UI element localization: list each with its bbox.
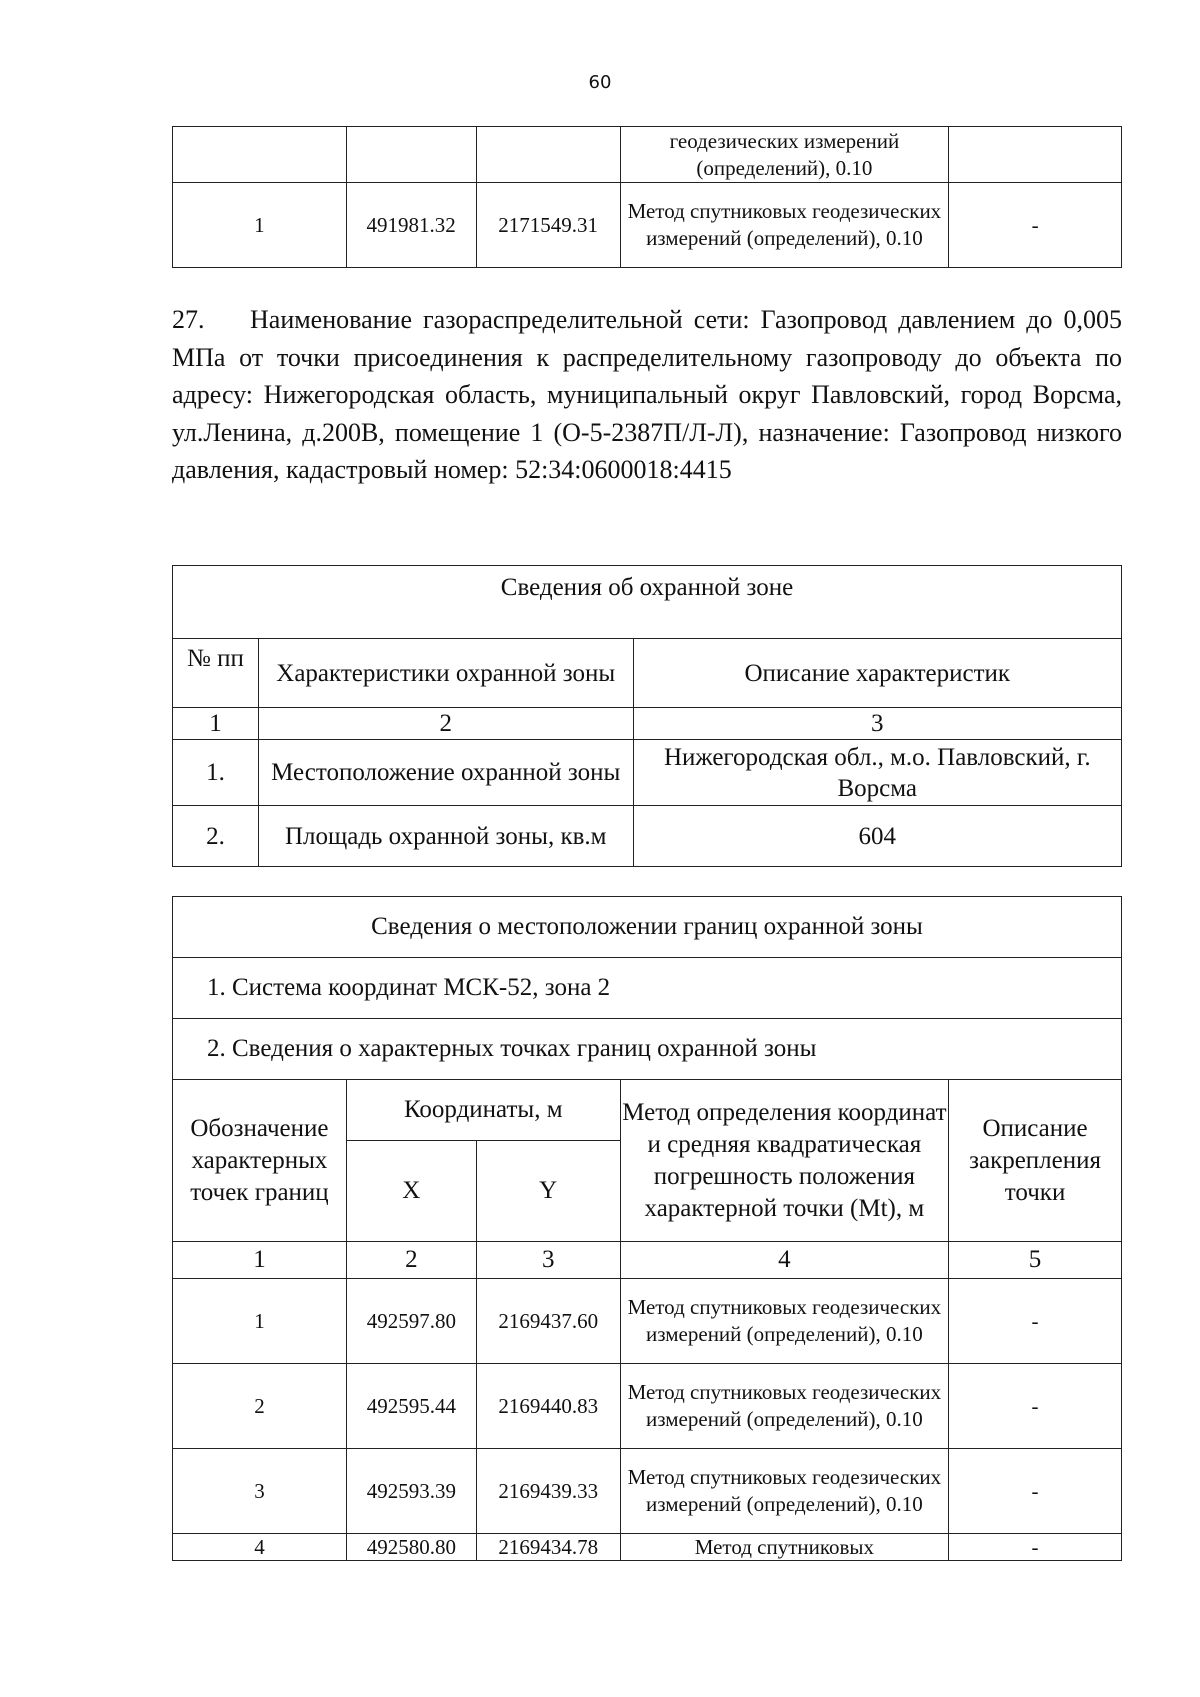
table-row xyxy=(173,1449,1122,1534)
protection-zone-table xyxy=(172,565,1122,867)
row-number: 2. xyxy=(173,806,259,867)
column-number: 4 xyxy=(620,1242,948,1279)
x-cell: 492597.80 xyxy=(346,1279,476,1364)
table-row xyxy=(173,127,1122,183)
description-cell: 604 xyxy=(633,806,1121,867)
column-header: Характеристики охранной зоны xyxy=(258,639,633,708)
fixing-cell: - xyxy=(949,1534,1122,1561)
y-cell: 2169434.78 xyxy=(476,1534,620,1561)
method-cell: Метод спутниковых геодезических измерений (определений), 0.10 xyxy=(620,1364,948,1449)
point-number-cell: 2 xyxy=(173,1364,347,1449)
point-number-cell: 1 xyxy=(173,183,347,268)
column-header: Y xyxy=(476,1141,620,1242)
row-number: 1. xyxy=(173,740,259,806)
column-header: Метод определения координат и средняя квадратическая погрешность положения характерной точки (Mt), м xyxy=(620,1080,948,1242)
coordinate-system-text: 1. Система координат МСК-52, зона 2 xyxy=(173,958,1122,1019)
y-cell xyxy=(476,127,620,183)
method-cell: Метод спутниковых геодезических измерений (определений), 0.10 xyxy=(620,1279,948,1364)
method-cell: геодезических измерений (определений), 0.10 xyxy=(620,127,949,183)
column-number: 3 xyxy=(476,1242,620,1279)
paragraph-text: Наименование газораспределительной сети: Газопровод давлением до 0,005 МПа от точки присоединения к распределительному газопроводу до объекта по адресу: Нижегородская область, муниципальный округ Павловский, город Ворсма, ул.Ленина, д.200В, помещение 1 (О-5-2387П/Л-Л), назначение: Газопровод низкого давления, кадастровый номер: 52:34:0600018:4415 xyxy=(172,305,1122,484)
column-number: 2 xyxy=(346,1242,476,1279)
column-number: 1 xyxy=(173,708,259,740)
y-cell: 2169440.83 xyxy=(476,1364,620,1449)
table-row xyxy=(173,806,1122,867)
column-number: 3 xyxy=(633,708,1121,740)
column-number: 5 xyxy=(949,1242,1122,1279)
table-title: Сведения о местоположении границ охранной зоны xyxy=(173,897,1122,958)
point-number-cell: 3 xyxy=(173,1449,347,1534)
points-info-text: 2. Сведения о характерных точках границ охранной зоны xyxy=(173,1019,1122,1080)
column-numbers-row xyxy=(173,708,1122,740)
fixing-cell: - xyxy=(949,1364,1122,1449)
column-header: Координаты, м xyxy=(346,1080,620,1141)
page-number: 60 xyxy=(588,72,612,93)
column-numbers-row xyxy=(173,1242,1122,1279)
table-row xyxy=(173,1279,1122,1364)
x-cell xyxy=(346,127,476,183)
table-title-row xyxy=(173,897,1122,958)
column-header: X xyxy=(346,1141,476,1242)
column-header: Описание закрепления точки xyxy=(949,1080,1122,1242)
y-cell: 2171549.31 xyxy=(476,183,620,268)
table-row xyxy=(173,1534,1122,1561)
method-cell: Метод спутниковых xyxy=(620,1534,948,1561)
points-info-row xyxy=(173,1019,1122,1080)
table-row xyxy=(173,183,1122,268)
column-number: 2 xyxy=(258,708,633,740)
method-cell: Метод спутниковых геодезических измерений (определений), 0.10 xyxy=(620,183,949,268)
x-cell: 492595.44 xyxy=(346,1364,476,1449)
description-cell: Нижегородская обл., м.о. Павловский, г. Ворсма xyxy=(633,740,1121,806)
boundary-points-table xyxy=(172,896,1122,1561)
column-header: № пп xyxy=(173,639,259,708)
paragraph-number: 27. xyxy=(172,305,205,334)
x-cell: 492580.80 xyxy=(346,1534,476,1561)
coordinates-table-continuation xyxy=(172,126,1122,268)
fixing-cell: - xyxy=(949,1279,1122,1364)
point-number-cell: 1 xyxy=(173,1279,347,1364)
fixing-cell: - xyxy=(949,183,1122,268)
x-cell: 491981.32 xyxy=(346,183,476,268)
coordinate-system-row xyxy=(173,958,1122,1019)
fixing-cell xyxy=(949,127,1122,183)
table-title-row xyxy=(173,566,1122,639)
characteristic-cell: Местоположение охранной зоны xyxy=(258,740,633,806)
fixing-cell: - xyxy=(949,1449,1122,1534)
table-row xyxy=(173,1364,1122,1449)
method-cell: Метод спутниковых геодезических измерений (определений), 0.10 xyxy=(620,1449,948,1534)
column-header: Описание характеристик xyxy=(633,639,1121,708)
characteristic-cell: Площадь охранной зоны, кв.м xyxy=(258,806,633,867)
column-header: Обозначение характерных точек границ xyxy=(173,1080,347,1242)
table-row xyxy=(173,740,1122,806)
section-paragraph xyxy=(172,301,1122,489)
table-title: Сведения об охранной зоне xyxy=(173,566,1122,639)
y-cell: 2169439.33 xyxy=(476,1449,620,1534)
point-number-cell xyxy=(173,127,347,183)
table-header-row xyxy=(173,1080,1122,1141)
table-header-row xyxy=(173,639,1122,708)
column-number: 1 xyxy=(173,1242,347,1279)
x-cell: 492593.39 xyxy=(346,1449,476,1534)
y-cell: 2169437.60 xyxy=(476,1279,620,1364)
point-number-cell: 4 xyxy=(173,1534,347,1561)
